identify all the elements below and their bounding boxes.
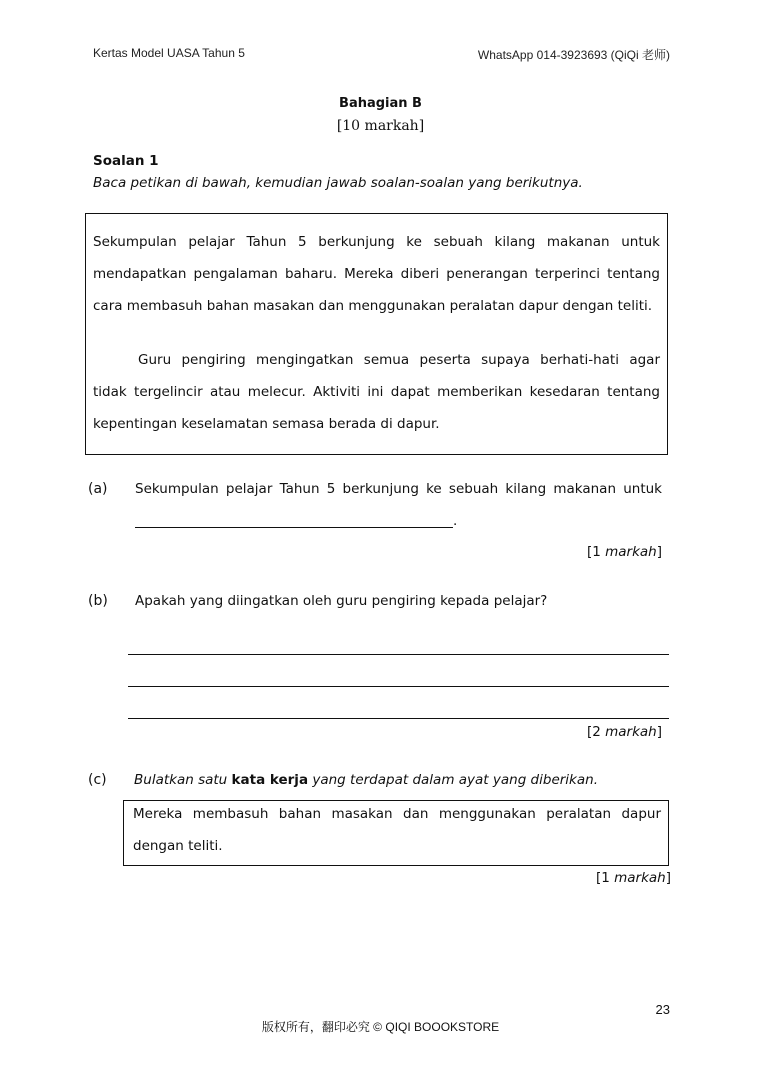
part-b-answer-line-2[interactable] <box>128 686 669 687</box>
question-keyword: kata kerja <box>231 772 309 788</box>
sentence-line[interactable]: dengan teliti. <box>133 838 223 854</box>
footer-copyright: 版权所有，翻印必究 © QIQI BOOOKSTORE <box>261 1020 500 1034</box>
section-marks: [10 markah] <box>336 118 425 134</box>
part-a-answer-line[interactable] <box>135 527 453 528</box>
header-right: WhatsApp 014-3923693 (QiQi 老师) <box>477 48 670 62</box>
question-instruction: Baca petikan di bawah, kemudian jawab soalan-soalan yang berikutnya. <box>93 175 583 191</box>
part-a-label: (a) <box>88 481 108 497</box>
marks-close: ] <box>656 724 662 740</box>
marks-close: ] <box>665 870 671 886</box>
marks-close: ] <box>656 544 662 560</box>
page-number: 23 <box>655 1002 670 1017</box>
part-b-question: Apakah yang diingatkan oleh guru pengiring kepada pelajar? <box>135 593 548 609</box>
passage-line: mendapatkan pengalaman baharu. Mereka diberi penerangan terperinci tentang <box>93 266 660 282</box>
passage-line: tidak tergelincir atau melecur. Aktiviti ini dapat memberikan kesedaran tentang <box>93 384 660 400</box>
marks-open: [2 <box>586 724 606 740</box>
part-a-question: Sekumpulan pelajar Tahun 5 berkunjung ke sebuah kilang makanan untuk <box>135 481 662 497</box>
part-c-sentence-box[interactable] <box>123 800 669 866</box>
question-text: yang terdapat dalam ayat yang diberikan. <box>308 772 598 788</box>
part-a-blank-end: . <box>453 513 458 529</box>
part-a-marks <box>587 544 662 560</box>
part-b-label: (b) <box>88 593 108 609</box>
question-title: Soalan 1 <box>93 153 159 169</box>
part-b-answer-line-1[interactable] <box>128 654 669 655</box>
passage-line: cara membasuh bahan masakan dan menggunakan peralatan dapur dengan teliti. <box>93 298 653 314</box>
section-title: Bahagian B <box>339 96 422 111</box>
passage-line: Sekumpulan pelajar Tahun 5 berkunjung ke sebuah kilang makanan untuk <box>93 234 660 250</box>
passage-line: kepentingan keselamatan semasa berada di dapur. <box>93 416 440 432</box>
marks-word: markah <box>605 544 657 560</box>
part-c-marks <box>596 870 671 886</box>
marks-open: [1 <box>586 544 606 560</box>
marks-word: markah <box>605 724 657 740</box>
part-b-answer-line-3[interactable] <box>128 718 669 719</box>
part-c-label: (c) <box>88 772 107 788</box>
question-text: Bulatkan satu <box>134 772 232 788</box>
header-left: Kertas Model UASA Tahun 5 <box>93 46 245 60</box>
marks-word: markah <box>614 870 666 886</box>
part-c-question <box>134 772 598 788</box>
marks-open: [1 <box>595 870 615 886</box>
part-b-marks <box>587 724 662 740</box>
sentence-line[interactable]: Mereka membasuh bahan masakan dan menggunakan peralatan dapur <box>133 806 661 822</box>
passage-line: Guru pengiring mengingatkan semua peserta supaya berhati-hati agar <box>138 352 660 368</box>
passage-box <box>85 213 668 455</box>
